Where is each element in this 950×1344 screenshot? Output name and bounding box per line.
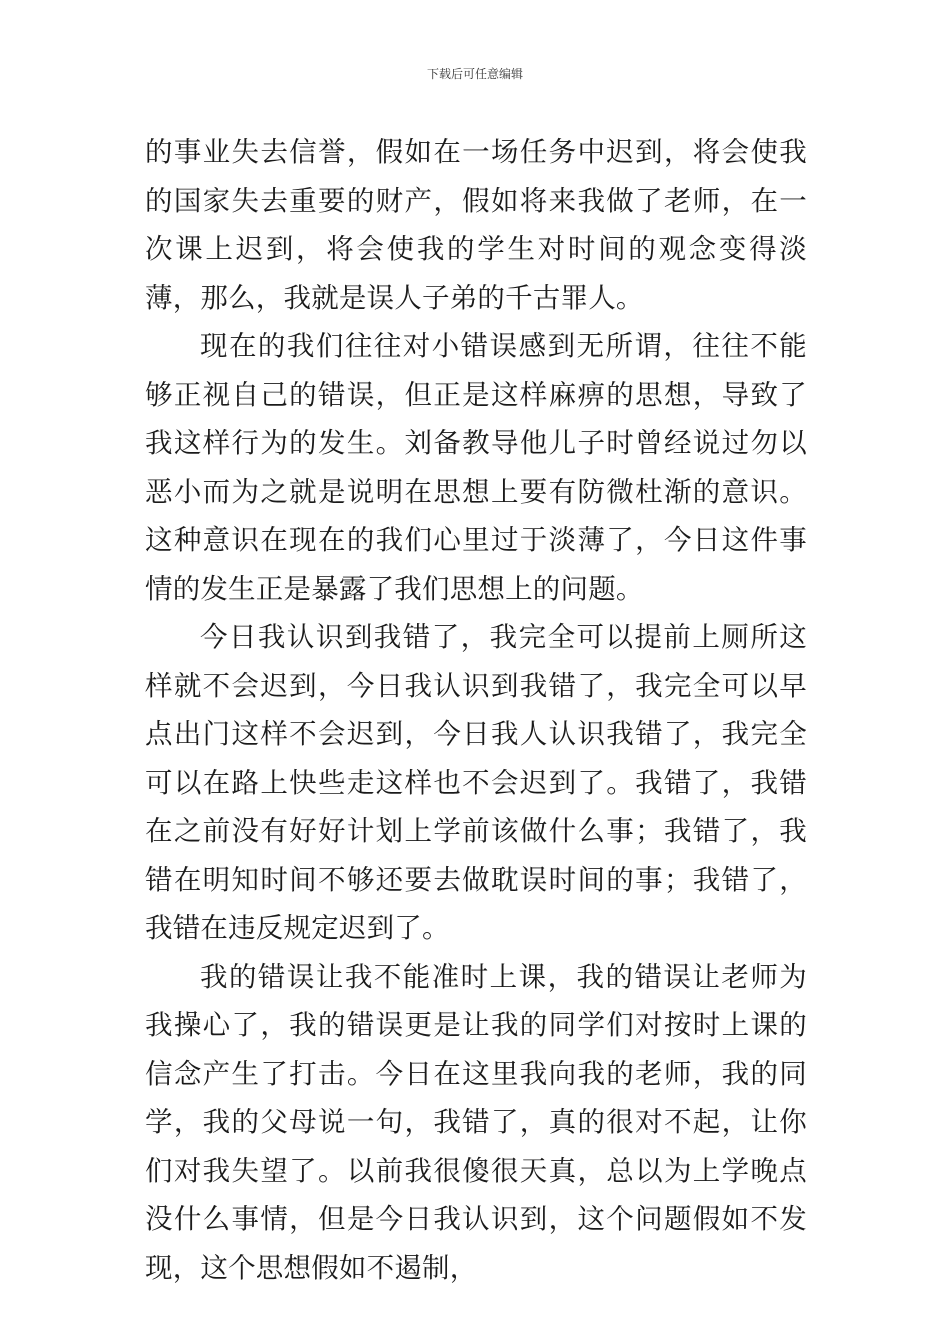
paragraph-2: 现在的我们往往对小错误感到无所谓，往往不能够正视自己的错误，但正是这样麻痹的思想，导致了我这样行为的发生。刘备教导他儿子时曾经说过勿以恶小而为之就是说明在思想上要有防微杜渐的意识。这种意识在现在的我们心里过于淡薄了，今日这件事情的发生正是暴露了我们思想上的问题。 — [145, 330, 807, 605]
page-header: 下载后可任意编辑 — [426, 67, 523, 81]
paragraph-4: 我的错误让我不能准时上课，我的错误让老师为我操心了，我的错误更是让我的同学们对按时上课的信念产生了打击。今日在这里我向我的老师，我的同学，我的父母说一句，我错了，真的很对不起，让你们对我失望了。以前我很傻很天真，总以为上学晚点没什么事情，但是今日我认识到，这个问题假如不发现，这个思想假如不遏制， — [145, 960, 807, 1284]
paragraph-3: 今日我认识到我错了，我完全可以提前上厕所这样就不会迟到，今日我认识到我错了，我完全可以早点出门这样不会迟到，今日我人认识我错了，我完全可以在路上快些走这样也不会迟到了。我错了，我错在之前没有好好计划上学前该做什么事；我错了，我错在明知时间不够还要去做耽误时间的事；我错了，我错在违反规定迟到了。 — [145, 621, 807, 944]
paragraph-1: 的事业失去信誉，假如在一场任务中迟到，将会使我的国家失去重要的财产，假如将来我做了老师，在一次课上迟到，将会使我的学生对时间的观念变得淡薄，那么，我就是误人子弟的千古罪人。 — [145, 136, 807, 314]
document-body — [145, 128, 807, 1292]
